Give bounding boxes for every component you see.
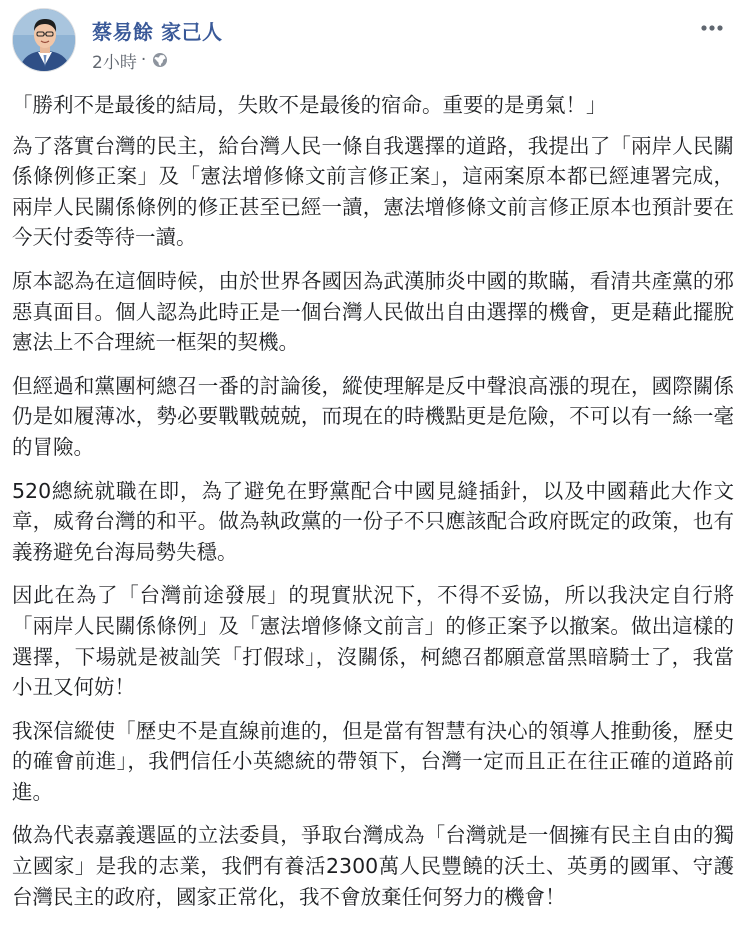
post-header xyxy=(12,8,732,74)
post-meta xyxy=(92,48,168,72)
author-line xyxy=(92,16,222,44)
more-horizontal-icon xyxy=(700,24,724,32)
post-paragraph-8: 做為代表嘉義選區的立法委員，爭取台灣成為「台灣就是一個擁有民主自由的獨立國家」是我的志業，我們有養活2300萬人民豐饒的沃土、英勇的國軍、守護台灣民主的政府，國家正常化，我不會放棄任何努力的機會！ xyxy=(12,823,734,909)
post-paragraph-3: 原本認為在這個時候，由於世界各國因為武漢肺炎中國的欺瞞，看清共產黨的邪惡真面目。個人認為此時正是一個台灣人民做出自由選擇的機會，更是藉此擺脫憲法上不合理統一框架的契機。 xyxy=(12,268,734,355)
more-options-button[interactable] xyxy=(696,16,728,40)
post-paragraph-7: 我深信縱使「歷史不是直線前進的，但是當有智慧有決心的領導人推動後，歷史的確會前進」，我們信任小英總統的帶領下，台灣一定而且正在往正確的道路前進。 xyxy=(12,718,734,804)
post-paragraph-6: 因此在為了「台灣前途發展」的現實狀況下，不得不妥協，所以我決定自行將「兩岸人民關係條例」及「憲法增修條文前言」的修正案予以撤案。做出這樣的選擇，下場就是被訕笑「打假球」，沒關係，柯總召都願意當黑暗騎士了，我當小丑又何妨！ xyxy=(12,583,734,700)
avatar-image xyxy=(13,9,76,72)
meta-separator: · xyxy=(140,50,147,70)
post-paragraph-4: 但經過和黨團柯總召一番的討論後，縱使理解是反中聲浪高漲的現在，國際關係仍是如履薄冰，勢必要戰戰兢兢，而現在的時機點更是危險，不可以有一絲一毫的冒險。 xyxy=(12,373,734,459)
author-name-link[interactable]: 蔡易餘 家己人 xyxy=(92,20,223,44)
globe-icon xyxy=(152,52,168,68)
post-paragraph-5: 520總統就職在即，為了避免在野黨配合中國見縫插針，以及中國藉此大作文章，威脅台灣的和平。做為執政黨的一份子不只應該配合政府既定的政策，也有義務避免台海局勢失穩。 xyxy=(12,478,734,564)
post-body xyxy=(12,90,734,925)
avatar[interactable] xyxy=(12,8,76,72)
post-paragraph-1: 「勝利不是最後的結局，失敗不是最後的宿命。重要的是勇氣！」 xyxy=(12,93,607,117)
post-timestamp[interactable]: 2小時 xyxy=(92,52,137,73)
post-paragraph-2: 為了落實台灣的民主，給台灣人民一條自我選擇的道路，我提出了「兩岸人民關係條例修正案」及「憲法增修條文前言修正案」，這兩案原本都已經連署完成，兩岸人民關係條例的修正甚至已經一讀，憲法增修條文前言修正原本也預計要在今天付委等待一讀。 xyxy=(12,133,734,250)
